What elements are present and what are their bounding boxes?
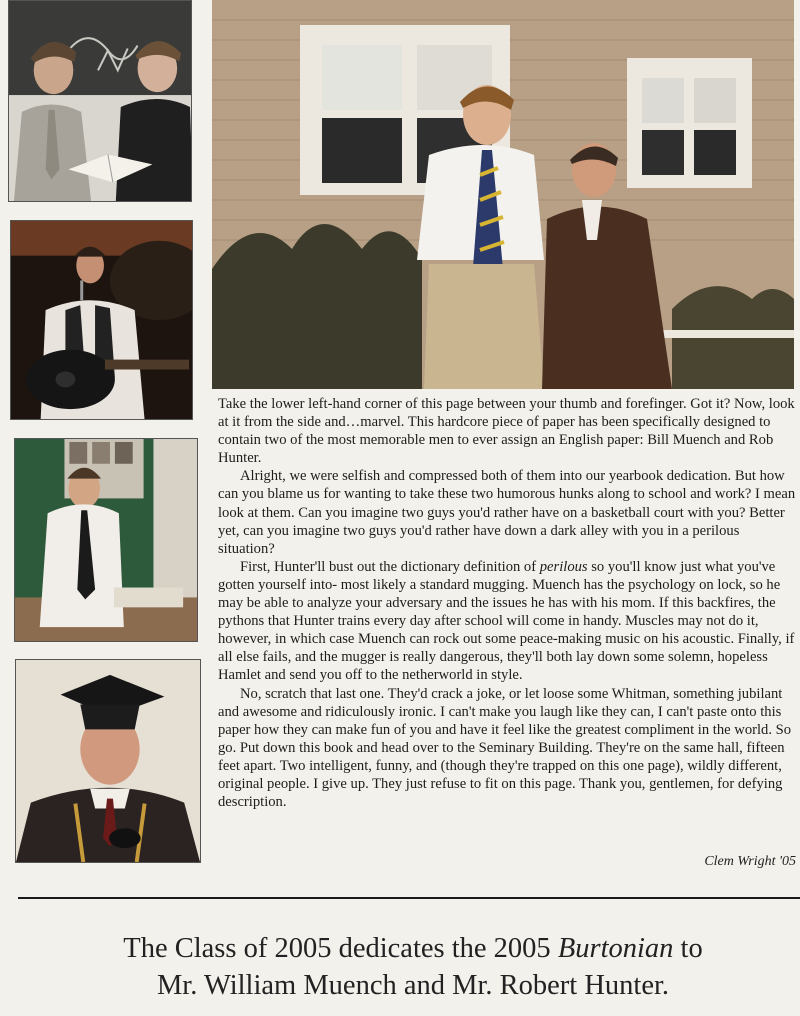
article-text: so you'll know just what you've gotten yourself into- most likely a standard mugging. Muench has the psychology on lock, so he may be able to analyze your adversary and the issues he has with his mom. If this backfires, the pythons that Hunter trains every day after school will come in handy. Muscles may not do it, however, in which case Muench can rock out some peace-making music on his acoustic. Finally, if all else fails, and the mugger is really dangerous, they'll both lay down some solemn, hopeless Hamlet and send you off to the netherworld in style. [218,558,795,684]
dedication-line-1 [0,930,800,967]
photo-man-graduation-cap [15,659,201,863]
photo-man-seated-classroom [14,438,198,642]
photo-man-singing-with-guitar [10,220,193,420]
photo-two-men-reading [8,0,192,202]
article-paragraph: Take the lower left-hand corner of this page between your thumb and forefinger. Got it? Now, look at it from the side and…marvel. This hardcore piece of paper has been specifically designed to contain two of the most memorable men to ever assign an English paper: Bill Muench and Rob Hunter. [218,396,795,467]
photo-two-men-brick-building [212,0,794,389]
yearbook-title: Burtonian [557,933,674,964]
dedication-statement [0,930,800,1004]
dedication-text: to [673,933,703,964]
article-paragraph: No, scratch that last one. They'd crack a joke, or let loose some Whitman, something jubilant and awesome and ridiculously ironic. I can't make you laugh like they can, I can't paste onto this paper how they can make fun of you and have it feel like the greatest compliment in the world. So go. Put down this book and head over to the Seminary Building. They're on the same hall, fifteen feet apart. Two intelligent, funny, and (though they're trapped on this one page), wildly different, original people. I give up. They just refuse to fit on this page. Thank you, gentlemen, for defying description. [218,685,792,811]
divider-rule [18,897,800,899]
author-byline: Clem Wright '05 [704,854,796,869]
dedication-article [218,395,796,811]
article-italic-word: perilous [539,558,588,575]
dedication-text: The Class of 2005 dedicates the 2005 [123,933,558,964]
article-text: First, Hunter'll bust out the dictionary definition of [240,558,540,575]
article-paragraph: Alright, we were selfish and compressed both of them into our yearbook dedication. But how can you blame us for wanting to take these two humorous hunks along to school and work? I mean look at them. Can you imagine two guys you'd rather have on a basketball court with you? Better yet, can you imagine two guys you'd rather have down a dark alley with you in a perilous situation? [218,468,796,557]
dedication-line-2: Mr. William Muench and Mr. Robert Hunter. [156,970,670,1001]
article-paragraph [218,558,796,685]
